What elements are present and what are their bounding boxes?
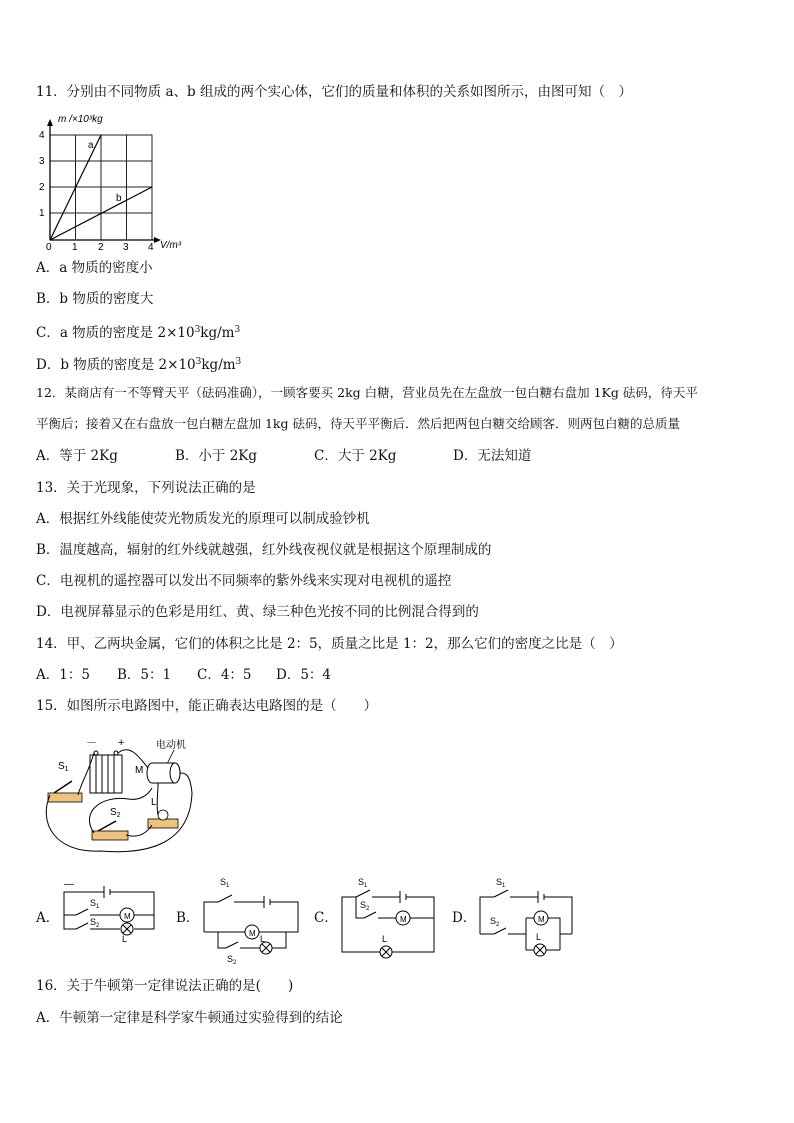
q16-stem: 16．关于牛顿第一定律说法正确的是( ) <box>36 978 294 994</box>
line-b-label: b <box>116 193 122 204</box>
q15-option-b-label[interactable]: B． <box>176 910 200 926</box>
x-axis-label: V/m³ <box>160 240 182 251</box>
svg-text:S2: $S_2$ <box>227 954 237 966</box>
q14-option-d[interactable]: D．5：4 <box>276 667 332 683</box>
s2-label: S <box>110 807 117 818</box>
y-tick: 4 <box>39 130 45 141</box>
x-tick: 0 <box>46 242 52 253</box>
switch-s2-icon <box>92 821 128 840</box>
q13-option-d[interactable]: D．电视屏幕显示的色彩是用红、黄、绿三种色光按不同的比例混合得到的 <box>36 604 479 620</box>
q15-option-c-label[interactable]: C． <box>314 910 338 926</box>
q13-option-a[interactable]: A．根据红外线能使荧光物质发光的原理可以制成验钞机 <box>36 511 370 527</box>
y-tick: 3 <box>39 156 45 167</box>
q13-option-b[interactable]: B．温度越高，辐射的红外线就越强，红外线夜视仪就是根据这个原理制成的 <box>36 542 492 558</box>
q12-option-b[interactable]: B．小于 2Kg <box>175 448 258 464</box>
q12-option-d[interactable]: D．无法知道 <box>453 448 532 464</box>
svg-text:S2: $S_2$ <box>90 917 100 929</box>
q11-option-b[interactable]: B．b 物质的密度大 <box>36 291 154 307</box>
q11-option-d[interactable]: D．b 物质的密度是 $2\times 10^3kg/m^3$ <box>36 357 242 373</box>
y-tick: 1 <box>39 208 45 219</box>
q12-option-a[interactable]: A．等于 2Kg <box>36 448 118 464</box>
q15-pictorial-circuit <box>40 733 200 855</box>
x-tick: 2 <box>98 242 104 253</box>
line-a-label: a <box>88 140 94 151</box>
svg-text:S1: $S_1$ <box>496 877 506 889</box>
q15-option-d-circuit[interactable] <box>474 872 578 962</box>
svg-text:M: M <box>400 915 407 924</box>
q15-option-b-circuit[interactable] <box>198 872 306 966</box>
svg-text:S2: $S_2$ <box>110 807 121 819</box>
lamp-icon <box>148 810 178 828</box>
x-tick: 4 <box>148 242 154 253</box>
q11-mass-volume-graph <box>30 110 200 252</box>
svg-text:L: L <box>536 932 542 942</box>
svg-text:S1: $S_1$ <box>358 877 368 889</box>
svg-text:S1: $S_1$ <box>220 877 230 889</box>
q11-option-a[interactable]: A．a 物质的密度小 <box>36 260 153 276</box>
q15-option-c-circuit[interactable] <box>336 872 440 962</box>
q11-option-c[interactable]: C．a 物质的密度是 $2\times 10^3kg/m^3$ <box>36 325 241 341</box>
svg-text:M: M <box>249 929 256 938</box>
q15-option-a-label[interactable]: A． <box>36 910 60 926</box>
svg-text:S2: $S_2$ <box>360 900 370 912</box>
q13-option-c[interactable]: C．电视机的遥控器可以发出不同频率的紫外线来实现对电视机的遥控 <box>36 573 452 589</box>
q13-stem: 13．关于光现象，下列说法正确的是 <box>36 480 256 496</box>
y-tick: 2 <box>39 182 45 193</box>
q12-stem-line1: 12．某商店有一不等臂天平（砝码准确），一顾客要买 2kg 白糖，营业员先在左盘放一包白糖右盘加 1Kg 砝码，待天平 <box>36 385 698 400</box>
q11-stem: 11．分别由不同物质 a、b 组成的两个实心体，它们的质量和体积的关系如图所示，由图可知（ ） <box>36 84 632 100</box>
q14-option-c[interactable]: C．4：5 <box>197 667 252 683</box>
svg-text:M: M <box>538 915 545 924</box>
x-tick: 3 <box>123 242 129 253</box>
motor-m-label: M <box>135 765 144 776</box>
x-tick: 1 <box>72 242 78 253</box>
q15-option-d-label[interactable]: D． <box>452 910 477 926</box>
svg-text:L: L <box>382 934 388 944</box>
y-axis-label: m /×10³kg <box>58 114 103 125</box>
q12-option-c[interactable]: C．大于 2Kg <box>314 448 397 464</box>
q14-stem: 14．甲、乙两块金属，它们的体积之比是 2：5，质量之比是 1：2，那么它们的密度之比是（ ） <box>36 636 623 652</box>
battery-plus-label: + <box>118 737 125 749</box>
battery-minus-label: － <box>86 737 97 749</box>
q12-stem-line2: 平衡后；接着又在右盘放一包白糖左盘加 1kg 砝码，待天平平衡后．然后把两包白糖交给顾客．则两包白糖的总质量 <box>36 416 680 431</box>
svg-text:L: L <box>260 934 266 944</box>
s1-label: S <box>58 761 65 772</box>
q15-option-a-circuit[interactable] <box>58 877 166 947</box>
q14-option-b[interactable]: B．5：1 <box>117 667 172 683</box>
q15-stem: 15．如图所示电路图中，能正确表达电路图的是（ ） <box>36 698 378 714</box>
lamp-l-label: L <box>151 797 157 808</box>
q16-option-a[interactable]: A．牛顿第一定律是科学家牛顿通过实验得到的结论 <box>36 1010 343 1026</box>
motor-icon: M <box>124 912 131 921</box>
svg-text:S2: $S_2$ <box>490 916 500 928</box>
q14-option-a[interactable]: A．1：5 <box>36 667 90 683</box>
switch-s1-icon <box>48 781 82 802</box>
svg-text:S1: $S_1$ <box>90 898 100 910</box>
svg-text:S1: $S_1$ <box>58 761 69 773</box>
motor-name-label: 电动机 <box>156 740 186 751</box>
svg-text:—: — <box>64 879 74 890</box>
motor-icon <box>147 763 180 783</box>
battery-pack-icon <box>90 751 122 793</box>
svg-text:L: L <box>122 934 128 944</box>
